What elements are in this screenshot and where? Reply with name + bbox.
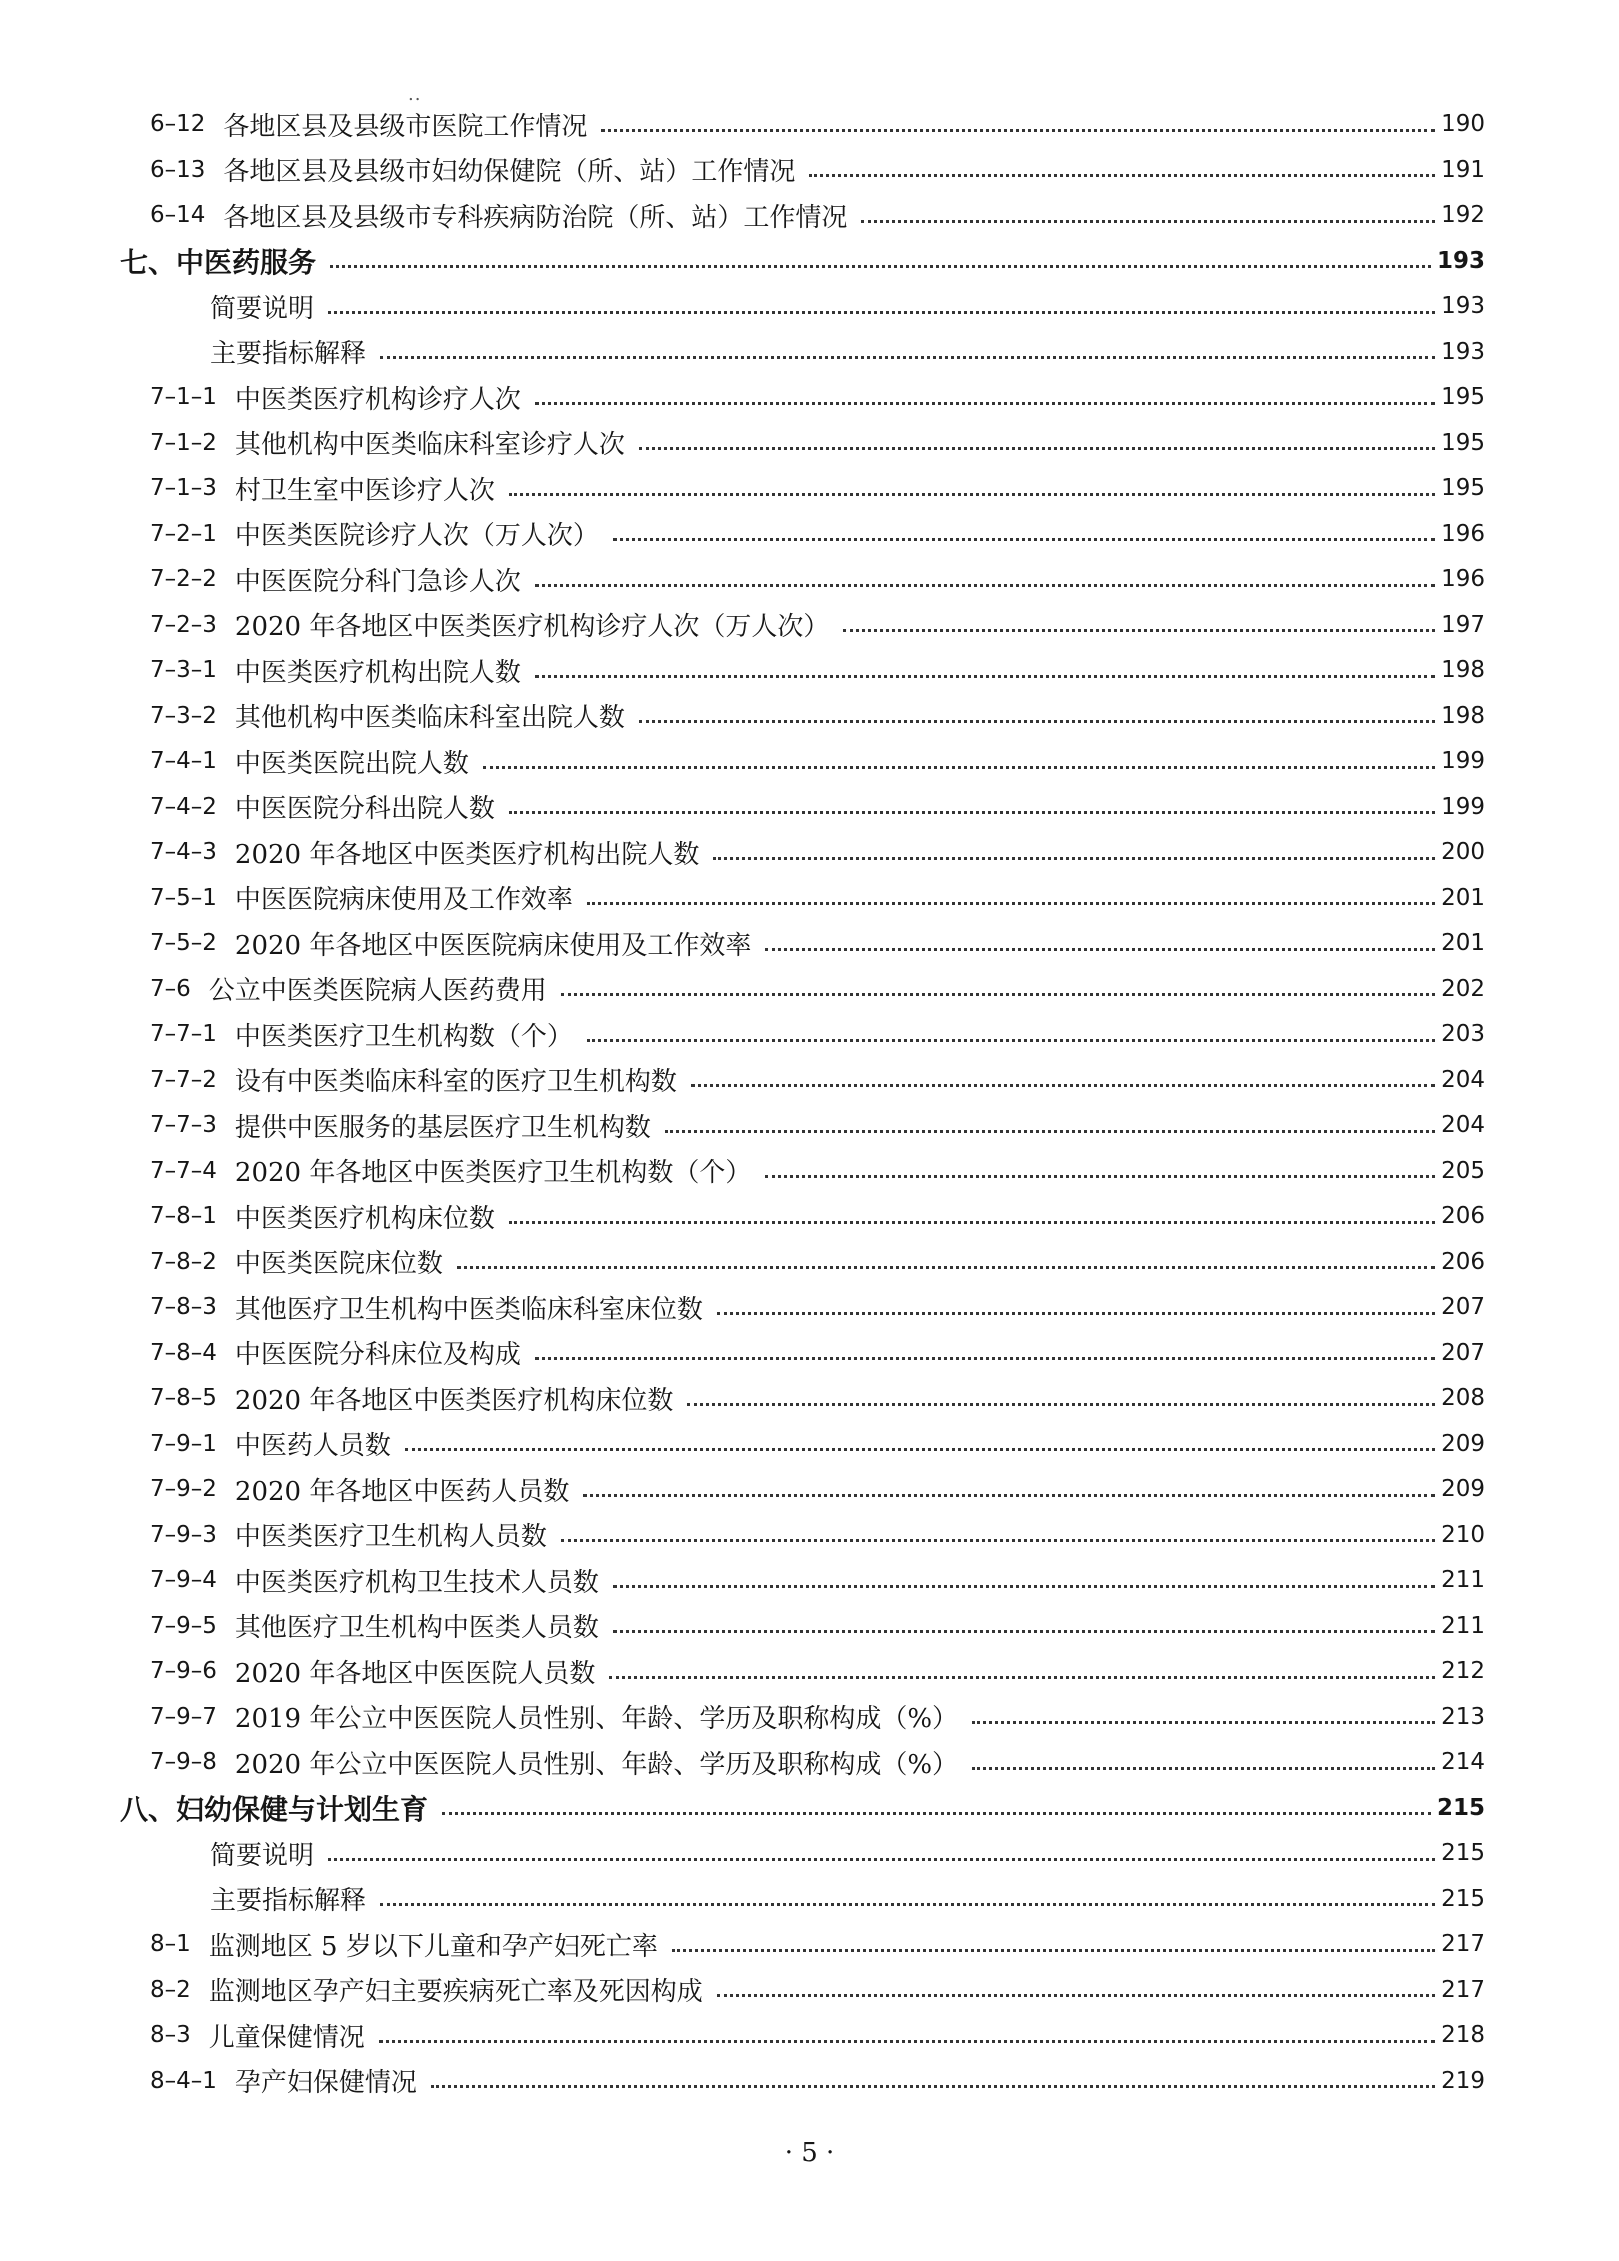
toc-dot-leader	[379, 2040, 1435, 2043]
toc-page-number: 211	[1441, 1612, 1485, 1639]
toc-entry-title: 2020 年各地区中医类医疗机构出院人数	[234, 839, 700, 870]
toc-entry	[150, 1970, 1485, 2010]
toc-dot-leader	[609, 1676, 1435, 1679]
toc-entry	[150, 1424, 1485, 1464]
toc-dot-leader	[328, 311, 1435, 314]
toc-entry-number: 6–12	[150, 111, 206, 137]
toc-page-number: 197	[1441, 611, 1485, 638]
toc-entry-title: 中医类医疗机构诊疗人次	[234, 384, 521, 415]
toc-page-number: 211	[1441, 1567, 1485, 1593]
toc-entry-number: 7–7–2	[150, 1066, 217, 1093]
toc-entry	[150, 1606, 1485, 1646]
toc-dot-leader	[613, 538, 1435, 541]
toc-page-number: 195	[1441, 475, 1485, 501]
toc-page-number: 219	[1441, 2067, 1485, 2094]
toc-entry	[150, 377, 1485, 417]
toc-dot-leader	[535, 675, 1435, 678]
toc-entry	[150, 468, 1485, 508]
toc-dot-leader	[672, 1949, 1435, 1952]
toc-entry	[150, 741, 1485, 781]
toc-page-number: 215	[1436, 1794, 1485, 1821]
toc-entry-title: 中医类医疗卫生机构人员数	[234, 1522, 547, 1552]
toc-page-number: 190	[1441, 111, 1485, 137]
toc-entry-number: 7–8–1	[150, 1203, 217, 1229]
toc-note	[210, 1879, 1485, 1919]
toc-entry-title: 中医医院分科床位及构成	[234, 1340, 521, 1370]
toc-entry	[150, 1333, 1485, 1373]
toc-entry-title: 孕产妇保健情况	[234, 2068, 417, 2098]
toc-entry-title: 八、妇幼保健与计划生育	[120, 1792, 429, 1826]
toc-dot-leader	[405, 1448, 1435, 1451]
toc-entry	[150, 1651, 1485, 1691]
toc-page-number: 207	[1441, 1339, 1485, 1366]
toc-entry-title: 中医类医疗机构床位数	[234, 1203, 495, 1234]
toc-entry-title: 中医类医院床位数	[234, 1249, 443, 1279]
toc-entry	[150, 1196, 1485, 1236]
toc-page-number: 217	[1441, 1931, 1485, 1957]
toc-entry-number: 7–4–3	[150, 839, 217, 865]
toc-entry-number: 7–6	[150, 975, 191, 1002]
toc-page-number: 191	[1441, 156, 1485, 183]
toc-entry-number: 7–4–2	[150, 793, 217, 820]
toc-entry	[150, 1697, 1485, 1737]
top-mark: ..	[408, 84, 422, 105]
toc-entry	[150, 969, 1485, 1009]
toc-page-number: 215	[1441, 1840, 1485, 1866]
toc-entry-number: 7–2–1	[150, 520, 217, 547]
toc-entry-number: 7–9–5	[150, 1612, 217, 1639]
toc-dot-leader	[509, 1221, 1435, 1224]
toc-dot-leader	[587, 902, 1435, 905]
toc-dot-leader	[972, 1767, 1435, 1770]
toc-entry-number: 7–2–2	[150, 566, 217, 592]
toc-entry	[150, 1515, 1485, 1555]
toc-entry-title: 2020 年各地区中医医院人员数	[234, 1658, 596, 1689]
toc-entry-title: 主要指标解释	[210, 339, 367, 369]
toc-entry	[150, 923, 1485, 963]
toc-entry	[150, 1105, 1485, 1145]
toc-entry-title: 公立中医类医院病人医药费用	[208, 976, 547, 1006]
toc-section	[120, 241, 1485, 281]
toc-entry-title: 主要指标解释	[210, 1886, 367, 1916]
toc-page-number: 209	[1441, 1430, 1485, 1457]
toc-page-number: 196	[1441, 520, 1485, 547]
toc-entry	[150, 2015, 1485, 2055]
toc-page-number: 213	[1441, 1703, 1485, 1730]
toc-note	[210, 286, 1485, 326]
toc-entry-title: 各地区县及县级市专科疾病防治院（所、站）工作情况	[223, 202, 848, 233]
toc-entry-number: 7–4–1	[150, 748, 217, 774]
toc-entry-title: 中医类医疗机构出院人数	[234, 657, 521, 688]
toc-page-number: 214	[1441, 1749, 1485, 1775]
toc-dot-leader	[535, 584, 1435, 587]
toc-entry-title: 2019 年公立中医医院人员性别、年龄、学历及职称构成（%）	[234, 1704, 959, 1734]
toc-dot-leader	[665, 1130, 1435, 1133]
toc-dot-leader	[809, 174, 1435, 177]
toc-dot-leader	[717, 1994, 1435, 1997]
toc-entry-number: 7–9–6	[150, 1658, 217, 1684]
toc-entry	[150, 195, 1485, 235]
toc-entry	[150, 650, 1485, 690]
toc-dot-leader	[861, 220, 1435, 223]
toc-page-number: 209	[1441, 1476, 1485, 1502]
toc-page-number: 195	[1441, 429, 1485, 456]
toc-entry	[150, 605, 1485, 645]
toc-entry-title: 2020 年各地区中医药人员数	[234, 1476, 570, 1507]
toc-entry-title: 其他机构中医类临床科室诊疗人次	[234, 430, 625, 460]
toc-entry-title: 中医医院病床使用及工作效率	[234, 885, 573, 915]
toc-page-number: 200	[1441, 839, 1485, 865]
toc-entry-number: 7–7–4	[150, 1157, 217, 1184]
toc-dot-leader	[639, 447, 1435, 450]
toc-entry-number: 7–9–7	[150, 1703, 217, 1730]
toc-entry-title: 简要说明	[210, 293, 315, 324]
toc-entry	[150, 150, 1485, 190]
toc-dot-leader	[509, 493, 1435, 496]
toc-page-number: 193	[1441, 338, 1485, 365]
toc-entry-number: 7–8–5	[150, 1385, 217, 1411]
toc-dot-leader	[561, 993, 1435, 996]
toc-entry	[150, 1242, 1485, 1282]
toc-entry-title: 2020 年各地区中医类医疗机构床位数	[234, 1385, 674, 1416]
toc-entry-title: 2020 年各地区中医类医疗卫生机构数（个）	[234, 1158, 752, 1188]
toc-entry-title: 中医类医疗机构卫生技术人员数	[234, 1567, 599, 1598]
toc-page-number: 210	[1441, 1521, 1485, 1548]
toc-entry	[150, 1560, 1485, 1600]
toc-entry	[150, 2061, 1485, 2101]
toc-dot-leader	[535, 402, 1435, 405]
toc-entry	[150, 1469, 1485, 1509]
toc-dot-leader	[687, 1403, 1435, 1406]
toc-entry-number: 7–9–2	[150, 1476, 217, 1502]
toc-entry	[150, 1924, 1485, 1964]
toc-entry-number: 6–13	[150, 156, 206, 183]
toc-entry	[150, 1151, 1485, 1191]
toc-dot-leader	[509, 811, 1435, 814]
toc-page-number: 207	[1441, 1294, 1485, 1320]
toc-entry-title: 其他医疗卫生机构中医类人员数	[234, 1613, 599, 1643]
toc-entry-title: 中医类医疗卫生机构数（个）	[234, 1021, 573, 1052]
toc-dot-leader	[561, 1539, 1435, 1542]
toc-entry-title: 2020 年各地区中医类医疗机构诊疗人次（万人次）	[234, 612, 830, 642]
toc-dot-leader	[328, 1858, 1435, 1861]
toc-dot-leader	[639, 720, 1435, 723]
toc-page-number: 218	[1441, 2022, 1485, 2048]
toc-page-number: 201	[1441, 884, 1485, 911]
toc-page-number: 208	[1441, 1385, 1485, 1411]
toc-entry-number: 7–7–3	[150, 1112, 217, 1138]
toc-page-number: 198	[1441, 657, 1485, 683]
toc-dot-leader	[972, 1721, 1435, 1724]
toc-dot-leader	[587, 1039, 1435, 1042]
toc-entry-number: 8–3	[150, 2022, 191, 2048]
toc-dot-leader	[601, 129, 1435, 132]
toc-entry-number: 7–8–2	[150, 1248, 217, 1275]
toc-page-number: 198	[1441, 702, 1485, 729]
toc-entry	[150, 559, 1485, 599]
toc-entry-title: 监测地区 5 岁以下儿童和孕产妇死亡率	[208, 1931, 658, 1962]
toc-section	[120, 1788, 1485, 1828]
toc-entry-title: 简要说明	[210, 1840, 315, 1871]
toc-entry-number: 8–1	[150, 1931, 191, 1957]
toc-dot-leader	[843, 629, 1435, 632]
toc-entry-title: 中医类医院出院人数	[234, 748, 469, 779]
toc-page-number: 204	[1441, 1066, 1485, 1093]
toc-entry-title: 中医医院分科出院人数	[234, 794, 495, 824]
toc-entry-title: 设有中医类临床科室的医疗卫生机构数	[234, 1067, 677, 1097]
toc-entry-title: 各地区县及县级市妇幼保健院（所、站）工作情况	[223, 157, 796, 187]
toc-entry-number: 6–14	[150, 202, 206, 228]
toc-page-number: 215	[1441, 1885, 1485, 1912]
toc-page-number: 217	[1441, 1976, 1485, 2003]
toc-entry-title: 中医药人员数	[234, 1431, 391, 1461]
toc-entry-number: 7–9–1	[150, 1430, 217, 1457]
toc-entry-number: 7–8–3	[150, 1294, 217, 1320]
toc-dot-leader	[717, 1312, 1435, 1315]
toc-entry-number: 7–1–1	[150, 384, 217, 410]
toc-entry	[150, 787, 1485, 827]
toc-entry-number: 8–2	[150, 1976, 191, 2003]
toc-dot-leader	[765, 1175, 1435, 1178]
toc-page-number: 203	[1441, 1021, 1485, 1047]
toc-entry-title: 各地区县及县级市医院工作情况	[223, 111, 588, 142]
toc-dot-leader	[431, 2085, 1435, 2088]
toc-entry	[150, 104, 1485, 144]
toc-entry-title: 2020 年公立中医医院人员性别、年龄、学历及职称构成（%）	[234, 1749, 959, 1780]
toc-entry-title: 中医类医院诊疗人次（万人次）	[234, 521, 599, 551]
toc-page-number: 193	[1441, 293, 1485, 319]
toc-entry-number: 7–5–2	[150, 930, 217, 956]
toc-page-number: 192	[1441, 202, 1485, 228]
toc-entry	[150, 1742, 1485, 1782]
toc-entry-title: 村卫生室中医诊疗人次	[234, 475, 495, 506]
toc-dot-leader	[330, 265, 1431, 268]
toc-entry-number: 7–9–4	[150, 1567, 217, 1593]
toc-dot-leader	[483, 766, 1435, 769]
toc-dot-leader	[583, 1494, 1435, 1497]
toc-page-number: 212	[1441, 1658, 1485, 1684]
toc-entry-number: 7–3–2	[150, 702, 217, 729]
toc-page-number: 201	[1441, 930, 1485, 956]
toc-entry-title: 提供中医服务的基层医疗卫生机构数	[234, 1112, 651, 1143]
toc-entry	[150, 1287, 1485, 1327]
toc-dot-leader	[613, 1630, 1435, 1633]
toc-dot-leader	[380, 1903, 1435, 1906]
toc-entry-title: 儿童保健情况	[208, 2022, 365, 2053]
toc-entry-number: 7–1–2	[150, 429, 217, 456]
toc-entry-title: 中医医院分科门急诊人次	[234, 566, 521, 597]
toc-entry	[150, 514, 1485, 554]
toc-entry-number: 7–1–3	[150, 475, 217, 501]
toc-page-number: 206	[1441, 1203, 1485, 1229]
toc-entry-title: 其他医疗卫生机构中医类临床科室床位数	[234, 1294, 703, 1325]
toc-entry-title: 监测地区孕产妇主要疾病死亡率及死因构成	[208, 1977, 703, 2007]
toc-page-number: 204	[1441, 1112, 1485, 1138]
toc-page-number: 195	[1441, 384, 1485, 410]
toc-page-number: 199	[1441, 793, 1485, 820]
toc-entry	[150, 696, 1485, 736]
toc-dot-leader	[457, 1266, 1435, 1269]
toc-page-number: 199	[1441, 748, 1485, 774]
toc-dot-leader	[713, 857, 1435, 860]
toc-page-number: 196	[1441, 566, 1485, 592]
toc-entry-title: 其他机构中医类临床科室出院人数	[234, 703, 625, 733]
toc-entry-number: 7–9–3	[150, 1521, 217, 1548]
toc-entry-number: 7–8–4	[150, 1339, 217, 1366]
toc-entry	[150, 832, 1485, 872]
toc-entry-number: 7–9–8	[150, 1749, 217, 1775]
page-number: · 5 ·	[784, 2138, 835, 2168]
toc-entry-title: 七、中医药服务	[120, 245, 317, 279]
toc-entry-number: 8–4–1	[150, 2067, 217, 2094]
toc-note	[210, 332, 1485, 372]
toc-dot-leader	[535, 1357, 1435, 1360]
toc-entry-title: 2020 年各地区中医医院病床使用及工作效率	[234, 930, 752, 961]
toc-dot-leader	[765, 948, 1435, 951]
toc-page-number: 206	[1441, 1248, 1485, 1275]
toc-note	[210, 1833, 1485, 1873]
toc-dot-leader	[613, 1585, 1435, 1588]
toc-entry	[150, 1378, 1485, 1418]
toc-entry-number: 7–5–1	[150, 884, 217, 911]
toc-dot-leader	[691, 1084, 1435, 1087]
toc-page-number: 205	[1441, 1157, 1485, 1184]
toc-entry	[150, 423, 1485, 463]
toc-entry-number: 7–7–1	[150, 1021, 217, 1047]
toc-dot-leader	[380, 356, 1435, 359]
toc-dot-leader	[442, 1812, 1431, 1815]
toc-entry	[150, 1060, 1485, 1100]
toc-page-number: 193	[1436, 247, 1485, 274]
toc-entry	[150, 1014, 1485, 1054]
toc-entry-number: 7–3–1	[150, 657, 217, 683]
toc-page-number: 202	[1441, 975, 1485, 1002]
toc-entry	[150, 878, 1485, 918]
toc-entry-number: 7–2–3	[150, 611, 217, 638]
